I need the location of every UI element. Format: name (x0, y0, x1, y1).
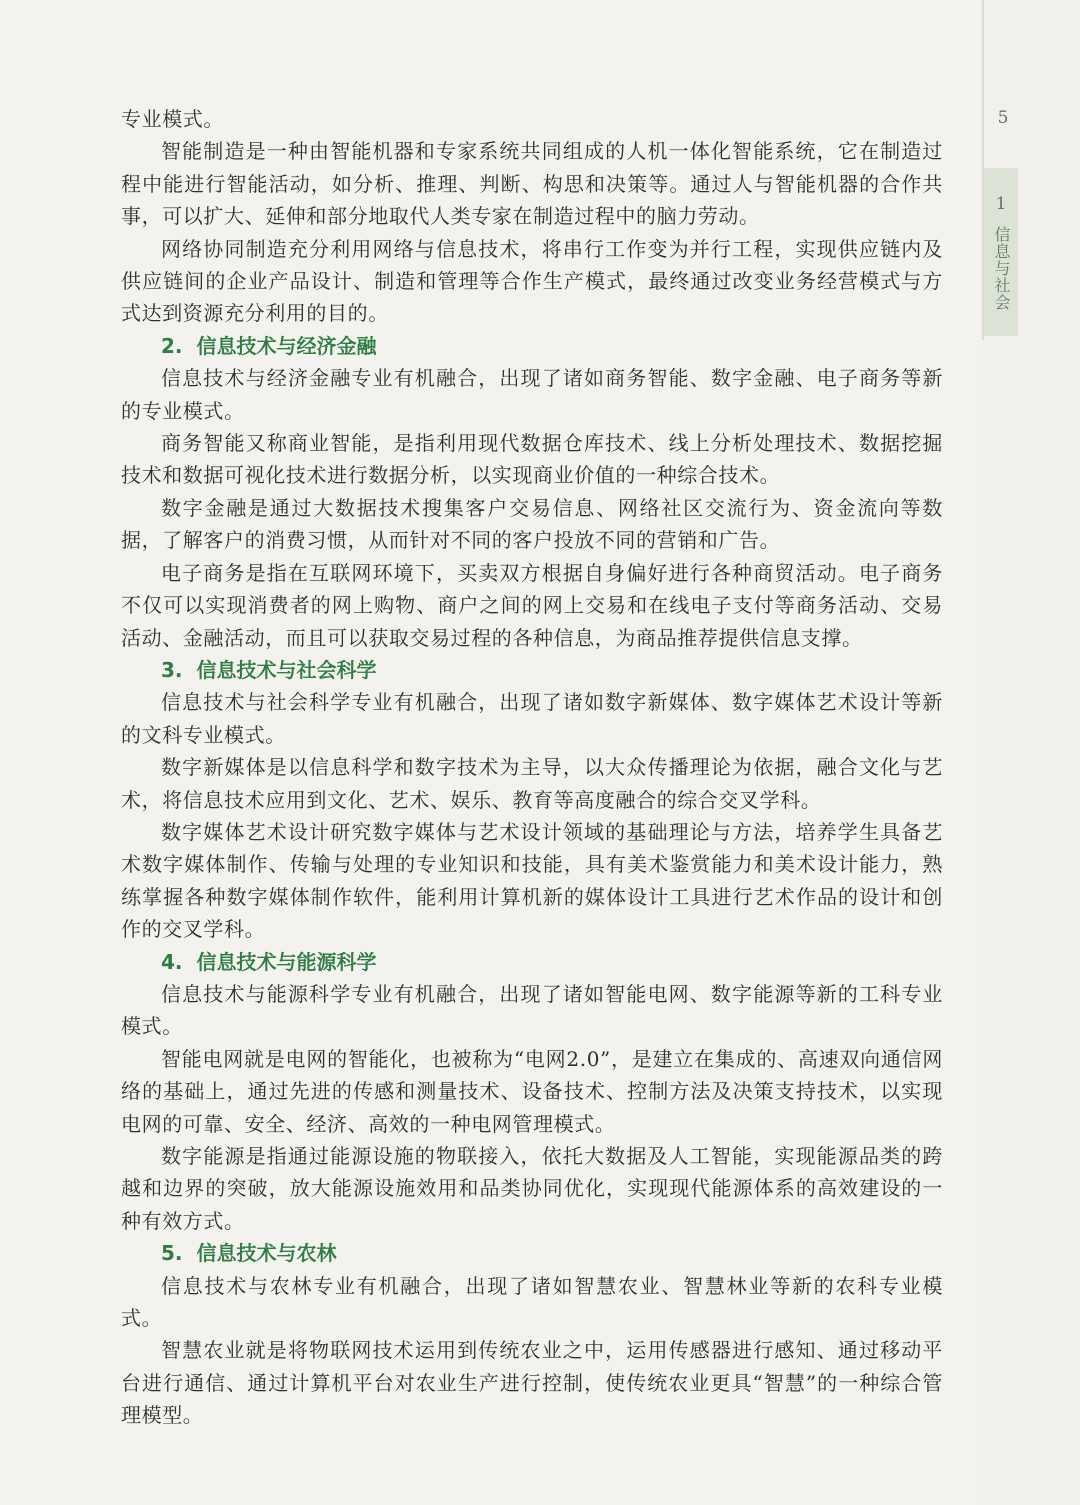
section-heading-social-science (121, 654, 943, 686)
section-heading-energy-science (121, 946, 943, 978)
chapter-number: 1 (995, 194, 1007, 214)
paragraph-network-manufacturing: 网络协同制造充分利用网络与信息技术，将串行工作变为并行工程，实现供应链内及供应链间的企业产品设计、制造和管理等合作生产模式，最终通过改变业务经营模式与方式达到资源充分利用的目的。 (121, 236, 943, 326)
paragraph: 数字能源是指通过能源设施的物联接入，依托大数据及人工智能，实现能源品类的跨越和边界的突破，放大能源设施效用和品类协同优化，实现现代能源体系的高效建设的一种有效方式。 (121, 1144, 943, 1233)
section-heading-agriculture-forestry (121, 1237, 943, 1269)
paragraph: 数字新媒体是以信息科学和数字技术为主导，以大众传播理论为依据，融合文化与艺术，将信息技术应用到文化、艺术、娱乐、教育等高度融合的综合交叉学科。 (121, 755, 943, 812)
paragraph: 信息技术与社会科学专业有机融合，出现了诸如数字新媒体、数字媒体艺术设计等新的文科专业模式。 (121, 690, 943, 747)
paragraph: 电子商务是指在互联网环境下，买卖双方根据自身偏好进行各种商贸活动。电子商务不仅可以实现消费者的网上购物、商户之间的网上交易和在线电子支付等商务活动、交易活动、金融活动，而且可以获取交易过程的各种信息，为商品推荐提供信息支撑。 (121, 560, 943, 650)
section-title: 信息技术与农林 (196, 1241, 337, 1266)
section-number: 5. (161, 1241, 183, 1266)
chapter-tab (984, 168, 1018, 336)
page-number: 5 (997, 108, 1009, 128)
paragraph-smart-manufacturing: 智能制造是一种由智能机器和专家系统共同组成的人机一体化智能系统，它在制造过程中能进行智能活动，如分析、推理、判断、构思和决策等。通过人与智能机器的合作共事，可以扩大、延伸和部分地取代人类专家在制造过程中的脑力劳动。 (121, 139, 943, 229)
paragraph: 信息技术与经济金融专业有机融合，出现了诸如商务智能、数字金融、电子商务等新的专业模式。 (121, 366, 943, 423)
paragraph: 智能电网就是电网的智能化，也被称为“电网2.0”，是建立在集成的、高速双向通信网络的基础上，通过先进的传感和测量技术、设备技术、控制方法及决策支持技术，以实现电网的可靠、安全、经济、高效的一种电网管理模式。 (121, 1046, 943, 1136)
section-title: 信息技术与经济金融 (196, 333, 377, 358)
section-number: 2. (161, 333, 183, 358)
section-number: 4. (161, 949, 183, 974)
paragraph: 智慧农业就是将物联网技术运用到传统农业之中，运用传感器进行感知、通过移动平台进行通信、通过计算机平台对农业生产进行控制，使传统农业更具“智慧”的一种综合管理模型。 (121, 1338, 943, 1428)
section-heading-economy-finance (121, 330, 943, 362)
paragraph: 数字金融是通过大数据技术搜集客户交易信息、网络社区交流行为、资金流向等数据，了解客户的消费习惯，从而针对不同的客户投放不同的营销和广告。 (121, 495, 943, 553)
paragraph: 商务智能又称商业智能，是指利用现代数据仓库技术、线上分析处理技术、数据挖掘技术和数据可视化技术进行数据分析，以实现商业价值的一种综合技术。 (121, 431, 943, 488)
section-title: 信息技术与能源科学 (196, 949, 377, 974)
paragraph-intro: 专业模式。 (121, 107, 224, 131)
paragraph: 数字媒体艺术设计研究数字媒体与艺术设计领域的基础理论与方法，培养学生具备艺术数字媒体制作、传输与处理的专业知识和技能，具有美术鉴赏能力和美术设计能力，熟练掌握各种数字媒体制作软件，能利用计算机新的媒体设计工具进行艺术作品的设计和创作的交叉学科。 (121, 819, 943, 942)
main-text (121, 103, 943, 1432)
section-number: 3. (161, 657, 183, 682)
paragraph: 信息技术与农林专业有机融合，出现了诸如智慧农业、智慧林业等新的农科专业模式。 (121, 1273, 943, 1331)
paragraph: 信息技术与能源科学专业有机融合，出现了诸如智能电网、数字能源等新的工科专业模式。 (121, 981, 943, 1039)
chapter-title: 信息与社会 (992, 226, 1011, 311)
section-title: 信息技术与社会科学 (196, 657, 377, 682)
